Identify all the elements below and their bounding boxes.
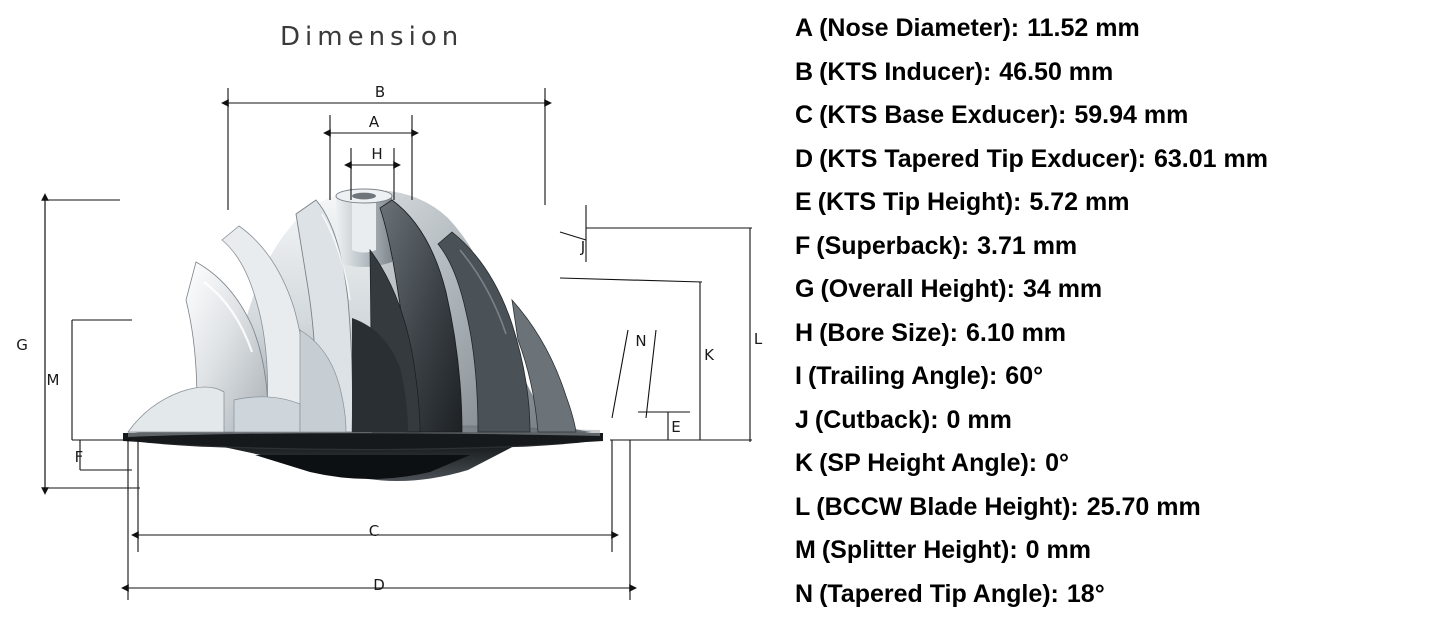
- dimension-label-H: H: [371, 145, 383, 163]
- spec-value-m: 0 mm: [1025, 536, 1091, 564]
- dimension-label-G: G: [16, 336, 28, 354]
- dimension-label-B: B: [374, 83, 386, 101]
- dimension-label-A: A: [368, 113, 380, 131]
- spec-value-f: 3.71 mm: [977, 231, 1078, 260]
- spec-value-e: 5.72 mm: [1029, 188, 1130, 216]
- dimension-label-D: D: [373, 576, 385, 594]
- spec-row-f: [795, 232, 1440, 276]
- spec-row-n: [795, 580, 1440, 624]
- spec-letter-m: M: [795, 536, 816, 564]
- spec-row-j: [795, 406, 1440, 450]
- spec-letter-g: G: [795, 275, 815, 303]
- wheel-artwork: [123, 189, 603, 481]
- spec-letter-e: E: [795, 188, 812, 216]
- spec-value-l: 25.70 mm: [1086, 492, 1201, 521]
- spec-value-h: 6.10 mm: [965, 318, 1067, 347]
- spec-letter-b: B: [795, 57, 814, 86]
- spec-name-j: (Cutback):: [814, 405, 939, 434]
- dimension-label-K: K: [704, 346, 714, 364]
- spec-letter-j: J: [795, 405, 809, 434]
- dimension-label-J: J: [580, 238, 586, 256]
- spec-row-b: [795, 58, 1440, 102]
- spec-letter-l: L: [795, 492, 811, 521]
- spec-row-m: [795, 536, 1440, 580]
- spec-letter-h: H: [795, 318, 814, 347]
- spec-letter-k: K: [795, 449, 814, 477]
- spec-value-a: 11.52 mm: [1027, 14, 1140, 42]
- dimension-label-E: E: [671, 418, 681, 436]
- spec-row-l: [795, 493, 1440, 537]
- spec-name-k: (SP Height Angle):: [819, 449, 1038, 477]
- dimension-label-M: M: [46, 371, 60, 389]
- spec-name-c: (KTS Base Exducer):: [819, 101, 1067, 129]
- spec-name-b: (KTS Inducer):: [819, 57, 992, 86]
- spec-name-f: (Superback):: [816, 231, 970, 260]
- spec-row-e: [795, 188, 1440, 232]
- spec-row-i: [795, 362, 1440, 406]
- spec-value-i: 60°: [1005, 362, 1044, 390]
- dimension-label-C: C: [368, 522, 380, 540]
- spec-letter-f: F: [795, 231, 811, 260]
- spec-row-c: [795, 101, 1440, 145]
- spec-value-j: 0 mm: [946, 405, 1012, 434]
- spec-name-h: (Bore Size):: [819, 318, 958, 347]
- spec-value-d: 63.01 mm: [1153, 144, 1268, 173]
- spec-value-c: 59.94 mm: [1074, 101, 1189, 129]
- spec-letter-n: N: [795, 579, 814, 608]
- spec-name-m: (Splitter Height):: [821, 536, 1018, 564]
- spec-value-n: 18°: [1066, 579, 1105, 608]
- specification-list: [795, 14, 1440, 629]
- spec-row-d: [795, 145, 1440, 189]
- drawing-title: Dimension: [280, 22, 464, 52]
- spec-name-l: (BCCW Blade Height):: [816, 492, 1079, 521]
- spec-name-e: (KTS Tip Height):: [817, 188, 1022, 216]
- spec-row-k: [795, 449, 1440, 493]
- dimension-label-L: L: [753, 330, 763, 348]
- spec-name-i: (Trailing Angle):: [807, 362, 998, 390]
- spec-name-a: (Nose Diameter):: [819, 14, 1020, 42]
- spec-row-a: [795, 14, 1440, 58]
- spec-letter-d: D: [795, 144, 814, 173]
- spec-name-g: (Overall Height):: [820, 275, 1015, 303]
- dimension-label-F: F: [74, 448, 84, 466]
- spec-letter-i: I: [795, 362, 802, 390]
- dimension-label-N: N: [635, 332, 647, 350]
- spec-name-d: (KTS Tapered Tip Exducer):: [819, 144, 1146, 173]
- spec-name-n: (Tapered Tip Angle):: [819, 579, 1059, 608]
- spec-value-k: 0°: [1045, 449, 1070, 477]
- spec-row-h: [795, 319, 1440, 363]
- spec-value-b: 46.50 mm: [999, 57, 1114, 86]
- spec-letter-a: A: [795, 14, 814, 42]
- spec-value-g: 34 mm: [1022, 275, 1103, 303]
- spec-letter-c: C: [795, 101, 814, 129]
- spec-row-g: [795, 275, 1440, 319]
